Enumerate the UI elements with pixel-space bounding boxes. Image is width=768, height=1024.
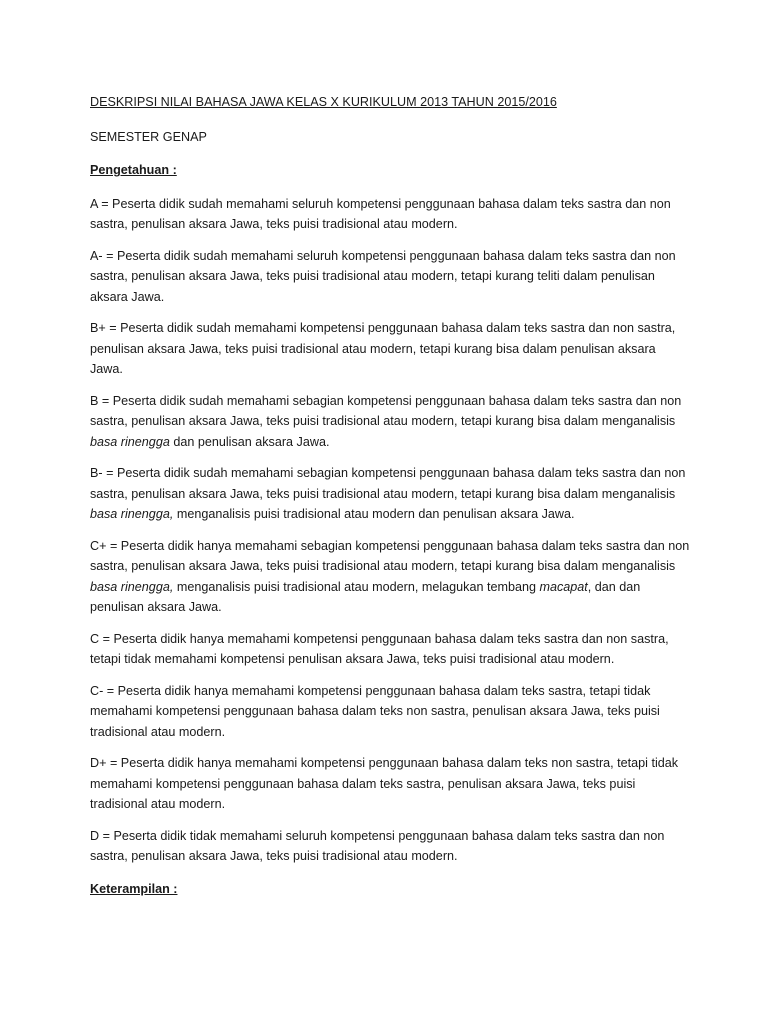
italic-term: basa rinengga	[90, 434, 170, 449]
grade-description-b-minus	[90, 463, 690, 525]
grade-text: D+ = Peserta didik hanya memahami kompetensi penggunaan bahasa dalam teks non sastra, tetapi tidak memahami kompetensi penggunaan bahasa dalam teks sastra, penulisan aksara Jawa, teks puisi tradisional atau modern.	[90, 756, 679, 811]
grade-text: D = Peserta didik tidak memahami seluruh kompetensi penggunaan bahasa dalam teks sastra dan non sastra, penulisan aksara Jawa, teks puisi tradisional atau modern.	[90, 828, 665, 863]
grade-text: C+ = Peserta didik hanya memahami sebagian kompetensi penggunaan bahasa dalam teks sastra dan non sastra, penulisan aksara Jawa, teks puisi tradisional atau modern, tetapi kurang bisa dalam menganalisis	[90, 538, 690, 573]
semester-label: SEMESTER GENAP	[90, 129, 207, 144]
grade-text: dan penulisan aksara Jawa.	[169, 434, 330, 449]
section-heading-keterampilan: Keterampilan :	[90, 881, 178, 896]
grade-text: B+ = Peserta didik sudah memahami kompetensi penggunaan bahasa dalam teks sastra dan non sastra, penulisan aksara Jawa, teks puisi tradisional atau modern, tetapi kurang bisa dalam penulisan aksara Jawa.	[90, 321, 676, 376]
italic-term: basa rinengga,	[90, 579, 174, 594]
grade-description-b	[90, 391, 690, 453]
grade-description-d-plus	[90, 753, 690, 815]
grade-text: A = Peserta didik sudah memahami seluruh kompetensi penggunaan bahasa dalam teks sastra dan non sastra, penulisan aksara Jawa, teks puisi tradisional atau modern.	[90, 196, 671, 231]
grade-description-d	[90, 826, 690, 867]
document-title: DESKRIPSI NILAI BAHASA JAWA KELAS X KURIKULUM 2013 TAHUN 2015/2016	[90, 95, 557, 109]
grade-text: menganalisis puisi tradisional atau modern, melagukan tembang	[173, 579, 540, 594]
grade-description-c-minus	[90, 681, 690, 743]
grade-text: A- = Peserta didik sudah memahami seluruh kompetensi penggunaan bahasa dalam teks sastra dan non sastra, penulisan aksara Jawa, teks puisi tradisional atau modern, tetapi kurang teliti dalam penulisan aksara Jawa.	[90, 248, 676, 304]
grade-description-c-plus	[90, 536, 690, 618]
grade-text: B = Peserta didik sudah memahami sebagian kompetensi penggunaan bahasa dalam teks sastra dan non sastra, penulisan aksara Jawa, teks puisi tradisional atau modern, tetapi kurang bisa dalam menganalisis	[90, 393, 682, 428]
grade-description-c	[90, 629, 690, 670]
grade-text: C- = Peserta didik hanya memahami kompetensi penggunaan bahasa dalam teks sastra, tetapi tidak memahami kompetensi penggunaan bahasa dalam teks non sastra, penulisan aksara Jawa, teks puisi tradisional atau modern.	[90, 683, 660, 739]
section-heading-pengetahuan: Pengetahuan :	[90, 163, 177, 177]
grade-description-a	[90, 194, 690, 235]
grade-description-a-minus	[90, 246, 690, 308]
grade-text: B- = Peserta didik sudah memahami sebagian kompetensi penggunaan bahasa dalam teks sastra dan non sastra, penulisan aksara Jawa, teks puisi tradisional atau modern, tetapi kurang bisa dalam menganalisis	[90, 466, 686, 501]
grade-text: , dan dan penulisan aksara Jawa.	[90, 579, 641, 614]
document-content	[90, 92, 690, 912]
grade-text: menganalisis puisi tradisional atau modern dan penulisan aksara Jawa.	[173, 507, 575, 521]
grade-text: C = Peserta didik hanya memahami kompetensi penggunaan bahasa dalam teks sastra dan non sastra, tetapi tidak memahami kompetensi penulisan aksara Jawa, teks puisi tradisional atau modern.	[90, 631, 669, 666]
grade-description-b-plus	[90, 318, 690, 380]
italic-term: basa rinengga,	[90, 507, 174, 521]
italic-term: macapat	[539, 579, 588, 594]
